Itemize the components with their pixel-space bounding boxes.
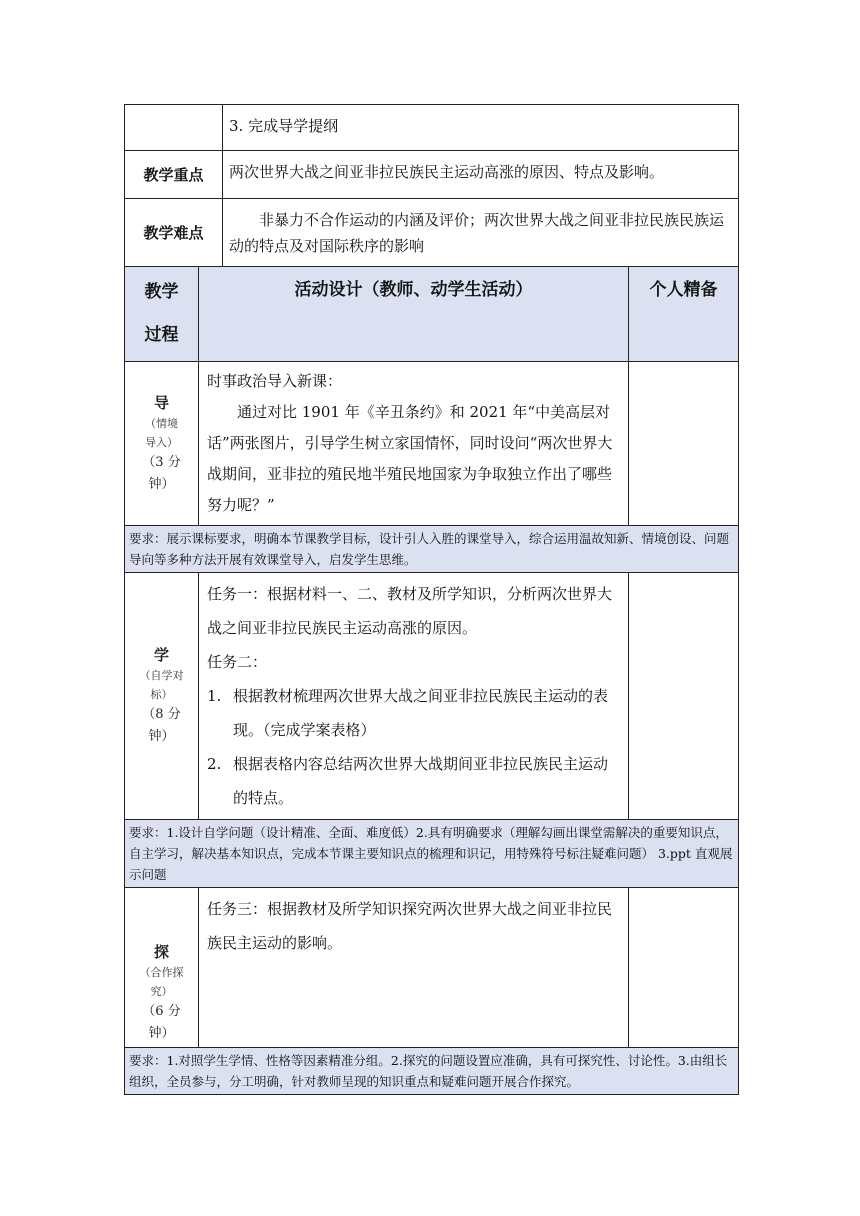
blank-cell	[125, 105, 223, 151]
stage-title: 探	[153, 943, 169, 961]
list-text: 根据表格内容总结两次世界大战期间亚非拉民族民主运动的特点。	[233, 755, 609, 807]
requirement-row	[125, 1048, 739, 1095]
key-points-text: 两次世界大战之间亚非拉民族民主运动高涨的原因、特点及影响。	[223, 151, 739, 199]
stage-row-explore	[125, 888, 739, 1048]
requirement-row	[125, 820, 739, 888]
list-item	[207, 679, 622, 747]
personal-prep-cell	[629, 573, 739, 820]
stage-label-import	[125, 362, 199, 526]
task-one: 任务一：根据材料一、二、教材及所学知识，分析两次世界大战之间亚非拉民族民主运动高涨的原因。	[207, 585, 613, 637]
stage-content-explore	[199, 888, 629, 1048]
difficult-points-label: 教学难点	[125, 199, 223, 267]
personal-prep-cell	[629, 888, 739, 1048]
header-activity-design: 活动设计（教师、动学生活动）	[199, 267, 629, 362]
stage-time-1: （3 分	[142, 454, 181, 470]
header-process	[125, 267, 199, 362]
stage-subtitle-2: 究）	[150, 985, 173, 998]
header-process-line1: 教学	[144, 282, 179, 302]
stage-time-2: 钟）	[148, 1026, 175, 1041]
stage-time-2: 钟）	[148, 729, 175, 744]
stage-row-import	[125, 362, 739, 526]
stage-label-self-study	[125, 573, 199, 820]
import-intro: 时事政治导入新课：	[207, 372, 343, 390]
key-points-label: 教学重点	[125, 151, 223, 199]
requirement-explore: 要求：1.对照学生学情、性格等因素精准分组。2.探究的问题设置应准确，具有可探究性、讨论性。3.由组长组织，全员参与，分工明确，针对教师呈现的知识重点和疑难问题开展合作探究。	[125, 1048, 739, 1095]
list-number: 2.	[207, 755, 222, 773]
stage-content-self-study	[199, 573, 629, 820]
stage-content-import	[199, 362, 629, 526]
stage-subtitle-1: （情境	[145, 416, 178, 430]
guide-outline-item: 3. 完成导学提纲	[223, 105, 739, 151]
stage-time-2: 钟）	[148, 476, 175, 492]
requirement-import: 要求：展示课标要求，明确本节课教学目标，设计引人入胜的课堂导入，综合运用温故知新、情境创设、问题导向等多种方法开展有效课堂导入，启发学生思维。	[125, 526, 739, 573]
table-row	[125, 105, 739, 151]
header-personal-prep: 个人精备	[629, 267, 739, 362]
import-paragraph: 通过对比 1901 年《辛丑条约》和 2021 年“中美高层对话”两张图片，引导学生树立家国情怀，同时设问“两次世界大战期间，亚非拉的殖民地半殖民地国家为争取独立作出了哪些努力呢？”	[207, 403, 613, 514]
stage-label-explore	[125, 888, 199, 1048]
process-table	[124, 266, 739, 1095]
process-header-row	[125, 267, 739, 362]
lesson-plan-page	[124, 104, 738, 1095]
stage-subtitle-1: （自学对	[139, 669, 184, 682]
table-row	[125, 151, 739, 199]
stage-subtitle-2: 导入）	[145, 435, 178, 449]
stage-time-1: （8 分	[142, 707, 181, 722]
difficult-points-text: 非暴力不合作运动的内涵及评价；两次世界大战之间亚非拉民族民族运动的特点及对国际秩序的影响	[223, 199, 739, 267]
stage-subtitle-1: （合作探	[139, 966, 184, 979]
list-number: 1.	[207, 687, 222, 705]
requirement-self-study: 要求：1.设计自学问题（设计精准、全面、难度低）2.具有明确要求（理解勾画出课堂需解决的重要知识点，自主学习，解决基本知识点，完成本节课主要知识点的梳理和识记，用特殊符号标注疑难问题） 3.ppt 直观展示问题	[125, 820, 739, 888]
task-two-heading: 任务二：	[207, 653, 268, 671]
stage-row-self-study	[125, 573, 739, 820]
requirement-row	[125, 526, 739, 573]
stage-title: 导	[153, 393, 169, 412]
task-three: 任务三：根据教材及所学知识探究两次世界大战之间亚非拉民族民主运动的影响。	[207, 900, 613, 952]
table-row	[125, 199, 739, 267]
stage-subtitle-2: 标）	[150, 688, 173, 701]
list-text: 根据教材梳理两次世界大战之间亚非拉民族民主运动的表现。（完成学案表格）	[233, 687, 609, 739]
top-table	[124, 104, 739, 267]
stage-time-1: （6 分	[142, 1004, 181, 1019]
personal-prep-cell	[629, 362, 739, 526]
list-item	[207, 747, 622, 815]
stage-title: 学	[153, 646, 169, 664]
header-process-line2: 过程	[144, 325, 179, 345]
